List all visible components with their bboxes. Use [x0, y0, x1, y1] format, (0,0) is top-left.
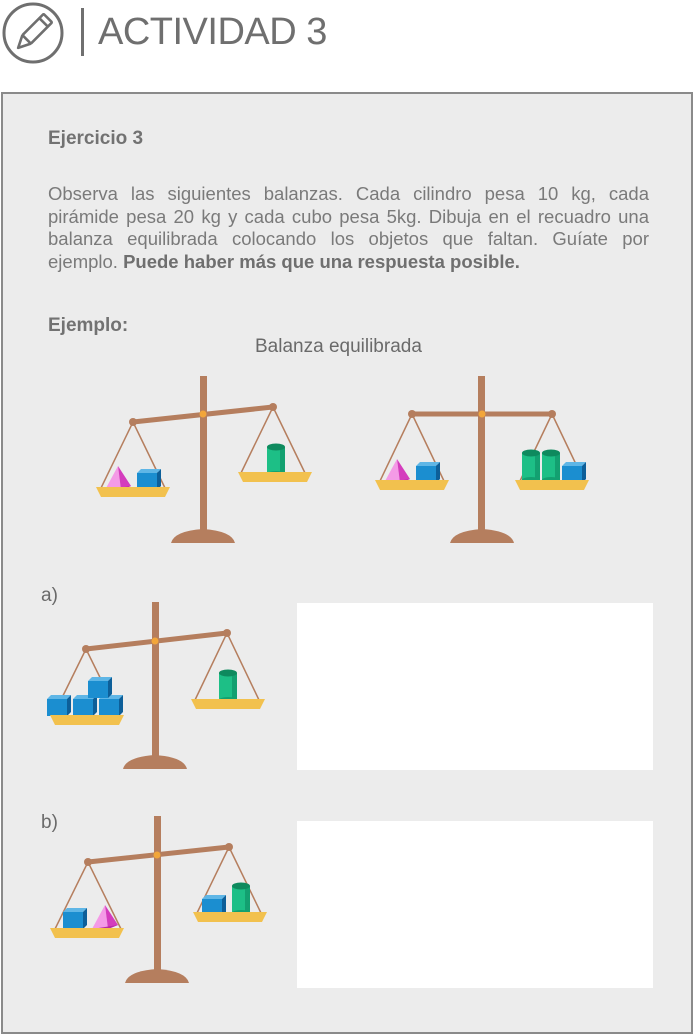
- exercise-title: Ejercicio 3: [48, 128, 144, 149]
- page-title: ACTIVIDAD 3: [98, 11, 327, 53]
- cylinder-icon: [542, 450, 560, 484]
- cylinder-icon: [522, 450, 540, 484]
- question-a-label: a): [41, 585, 58, 606]
- cube-icon: [416, 462, 440, 483]
- cylinder-icon: [232, 883, 250, 917]
- cube-icon: [137, 469, 161, 490]
- cylinder-icon: [267, 444, 285, 478]
- example-balance-balanced: [375, 376, 589, 543]
- example-balance-unbalanced: [96, 376, 312, 543]
- instructions-plain: Observa las siguientes balanzas. Cada cilindro pesa 10 kg, cada pirámide pesa 20 kg y cada cubo pesa 5kg. Dibuja en el recuadro una balanza equilibrada colocando los objetos que faltan. Guíate por ejemplo.: [48, 183, 649, 272]
- balance-a: [47, 602, 265, 769]
- balance-b: [50, 816, 267, 983]
- cube-icon: [73, 695, 97, 716]
- cube-icon: [63, 908, 87, 929]
- example-caption: Balanza equilibrada: [255, 336, 422, 357]
- instructions-bold: Puede haber más que una respuesta posible.: [123, 250, 520, 272]
- pyramid-icon: [384, 459, 410, 483]
- question-b-label: b): [41, 812, 58, 833]
- cube-icon: [562, 462, 586, 483]
- example-label: Ejemplo:: [48, 315, 129, 336]
- pyramid-icon: [92, 905, 118, 929]
- cylinder-icon: [219, 670, 237, 704]
- cube-icon: [99, 695, 123, 716]
- cube-icon: [47, 695, 71, 716]
- pyramid-icon: [105, 466, 131, 490]
- cube-icon: [88, 677, 112, 698]
